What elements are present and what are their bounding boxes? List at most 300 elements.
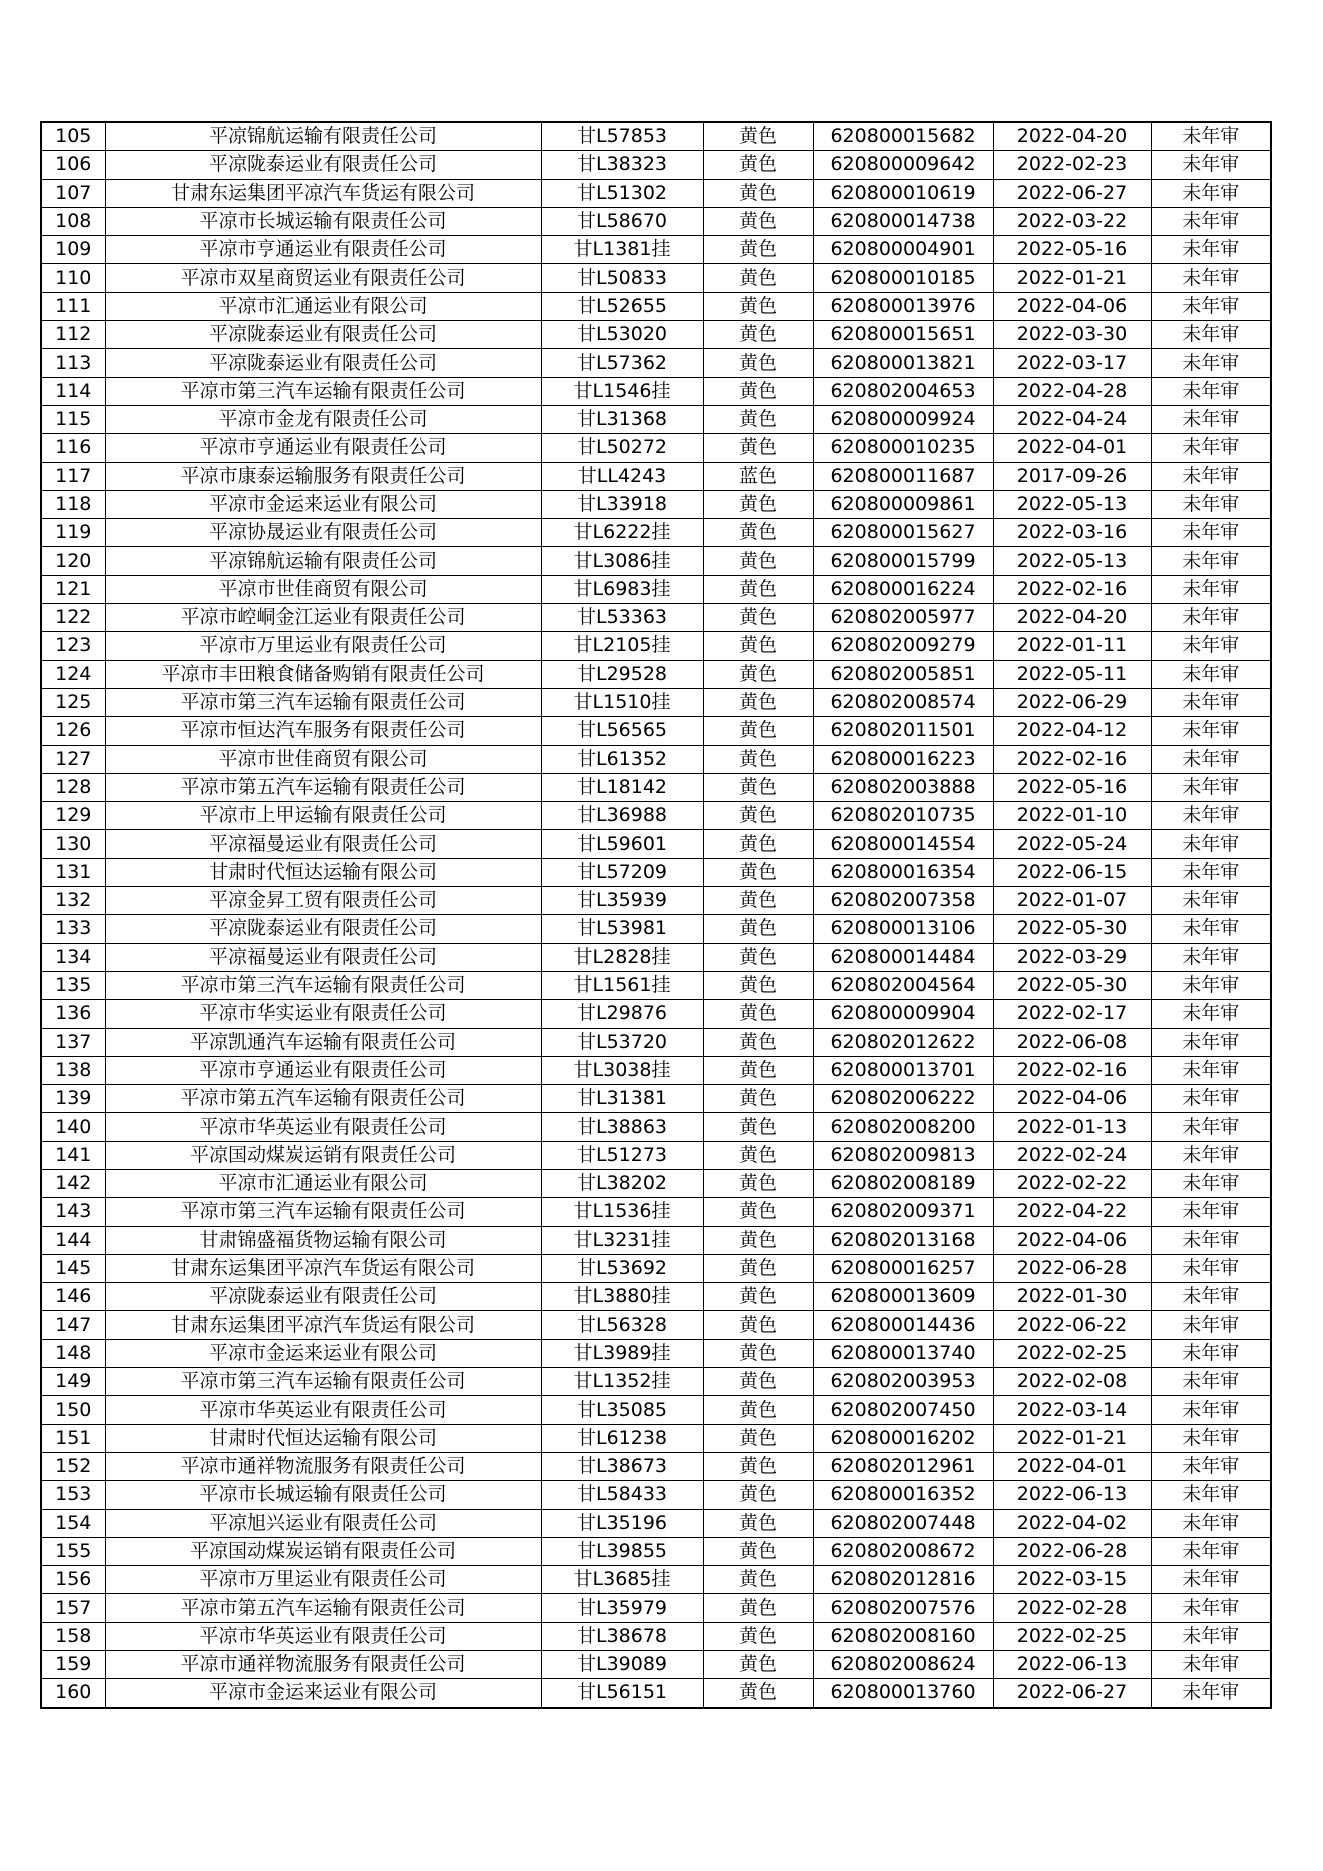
plate-color-cell: 黄色 [703, 1594, 813, 1622]
plate-color-cell: 黄色 [703, 1424, 813, 1452]
company-name-cell: 平凉市亨通运业有限责任公司 [105, 236, 541, 264]
permit-number-cell: 620802008624 [813, 1651, 993, 1679]
review-status-cell: 未年审 [1151, 1085, 1271, 1113]
expiry-date-cell: 2022-02-24 [993, 1141, 1151, 1169]
permit-number-cell: 620800011687 [813, 462, 993, 490]
review-status-cell: 未年审 [1151, 1566, 1271, 1594]
plate-color-cell: 黄色 [703, 1537, 813, 1565]
row-number-cell: 119 [41, 519, 105, 547]
vehicle-roster-table [40, 121, 1272, 1709]
plate-number-cell: 甘L33918 [541, 490, 703, 518]
plate-number-cell: 甘L6222挂 [541, 519, 703, 547]
plate-number-cell: 甘L39089 [541, 1651, 703, 1679]
permit-number-cell: 620802007450 [813, 1396, 993, 1424]
review-status-cell: 未年审 [1151, 1311, 1271, 1339]
plate-color-cell: 黄色 [703, 349, 813, 377]
company-name-cell: 甘肃时代恒达运输有限公司 [105, 858, 541, 886]
table-row [41, 745, 1271, 773]
table-row [41, 1368, 1271, 1396]
row-number-cell: 149 [41, 1368, 105, 1396]
plate-number-cell: 甘L1381挂 [541, 236, 703, 264]
row-number-cell: 121 [41, 575, 105, 603]
plate-color-cell: 黄色 [703, 1141, 813, 1169]
table-row [41, 547, 1271, 575]
plate-color-cell: 黄色 [703, 915, 813, 943]
permit-number-cell: 620802008200 [813, 1113, 993, 1141]
plate-number-cell: 甘L61352 [541, 745, 703, 773]
plate-number-cell: 甘L38673 [541, 1452, 703, 1480]
permit-number-cell: 620802012961 [813, 1452, 993, 1480]
table-row [41, 1594, 1271, 1622]
row-number-cell: 147 [41, 1311, 105, 1339]
review-status-cell: 未年审 [1151, 1028, 1271, 1056]
table-row [41, 1254, 1271, 1282]
company-name-cell: 平凉市康泰运输服务有限责任公司 [105, 462, 541, 490]
plate-number-cell: 甘L51273 [541, 1141, 703, 1169]
plate-number-cell: 甘L59601 [541, 830, 703, 858]
table-row [41, 1226, 1271, 1254]
company-name-cell: 甘肃东运集团平凉汽车货运有限公司 [105, 1254, 541, 1282]
expiry-date-cell: 2022-05-30 [993, 915, 1151, 943]
permit-number-cell: 620800013701 [813, 1056, 993, 1084]
row-number-cell: 159 [41, 1651, 105, 1679]
plate-number-cell: 甘L56328 [541, 1311, 703, 1339]
table-row [41, 207, 1271, 235]
expiry-date-cell: 2022-06-08 [993, 1028, 1151, 1056]
table-row [41, 1283, 1271, 1311]
table-row [41, 1113, 1271, 1141]
expiry-date-cell: 2022-02-16 [993, 745, 1151, 773]
permit-number-cell: 620800009904 [813, 1000, 993, 1028]
plate-color-cell: 黄色 [703, 971, 813, 999]
row-number-cell: 143 [41, 1198, 105, 1226]
review-status-cell: 未年审 [1151, 971, 1271, 999]
permit-number-cell: 620800010619 [813, 179, 993, 207]
company-name-cell: 平凉市长城运输有限责任公司 [105, 207, 541, 235]
row-number-cell: 156 [41, 1566, 105, 1594]
plate-color-cell: 黄色 [703, 1028, 813, 1056]
company-name-cell: 甘肃时代恒达运输有限公司 [105, 1424, 541, 1452]
expiry-date-cell: 2022-03-14 [993, 1396, 1151, 1424]
expiry-date-cell: 2022-05-16 [993, 236, 1151, 264]
plate-number-cell: 甘L2105挂 [541, 632, 703, 660]
company-name-cell: 平凉市金龙有限责任公司 [105, 405, 541, 433]
plate-color-cell: 黄色 [703, 1000, 813, 1028]
plate-color-cell: 黄色 [703, 1622, 813, 1650]
expiry-date-cell: 2022-02-08 [993, 1368, 1151, 1396]
plate-number-cell: 甘L3880挂 [541, 1283, 703, 1311]
row-number-cell: 131 [41, 858, 105, 886]
plate-number-cell: 甘L31368 [541, 405, 703, 433]
expiry-date-cell: 2022-01-10 [993, 802, 1151, 830]
plate-color-cell: 黄色 [703, 321, 813, 349]
review-status-cell: 未年审 [1151, 236, 1271, 264]
company-name-cell: 平凉市第三汽车运输有限责任公司 [105, 688, 541, 716]
company-name-cell: 平凉福曼运业有限责任公司 [105, 943, 541, 971]
plate-color-cell: 黄色 [703, 434, 813, 462]
expiry-date-cell: 2022-01-21 [993, 264, 1151, 292]
company-name-cell: 平凉陇泰运业有限责任公司 [105, 349, 541, 377]
plate-number-cell: 甘L38863 [541, 1113, 703, 1141]
review-status-cell: 未年审 [1151, 122, 1271, 151]
permit-number-cell: 620800014738 [813, 207, 993, 235]
company-name-cell: 甘肃东运集团平凉汽车货运有限公司 [105, 1311, 541, 1339]
table-row [41, 1056, 1271, 1084]
permit-number-cell: 620802008574 [813, 688, 993, 716]
expiry-date-cell: 2022-04-06 [993, 292, 1151, 320]
review-status-cell: 未年审 [1151, 943, 1271, 971]
table-row [41, 971, 1271, 999]
table-row [41, 122, 1271, 151]
review-status-cell: 未年审 [1151, 264, 1271, 292]
permit-number-cell: 620800010235 [813, 434, 993, 462]
table-row [41, 1509, 1271, 1537]
plate-number-cell: 甘L52655 [541, 292, 703, 320]
table-row [41, 292, 1271, 320]
plate-number-cell: 甘L57209 [541, 858, 703, 886]
plate-number-cell: 甘L6983挂 [541, 575, 703, 603]
expiry-date-cell: 2017-09-26 [993, 462, 1151, 490]
review-status-cell: 未年审 [1151, 717, 1271, 745]
review-status-cell: 未年审 [1151, 632, 1271, 660]
table-row [41, 604, 1271, 632]
permit-number-cell: 620802005851 [813, 660, 993, 688]
plate-number-cell: 甘L53363 [541, 604, 703, 632]
plate-number-cell: 甘L1510挂 [541, 688, 703, 716]
permit-number-cell: 620802006222 [813, 1085, 993, 1113]
table-row [41, 830, 1271, 858]
table-row [41, 915, 1271, 943]
row-number-cell: 111 [41, 292, 105, 320]
row-number-cell: 120 [41, 547, 105, 575]
roster-body [41, 122, 1271, 1708]
plate-number-cell: 甘L3685挂 [541, 1566, 703, 1594]
review-status-cell: 未年审 [1151, 1424, 1271, 1452]
plate-color-cell: 黄色 [703, 887, 813, 915]
plate-color-cell: 黄色 [703, 547, 813, 575]
permit-number-cell: 620800016352 [813, 1481, 993, 1509]
table-row [41, 1452, 1271, 1480]
plate-color-cell: 黄色 [703, 490, 813, 518]
table-row [41, 377, 1271, 405]
plate-color-cell: 蓝色 [703, 462, 813, 490]
review-status-cell: 未年审 [1151, 1000, 1271, 1028]
review-status-cell: 未年审 [1151, 490, 1271, 518]
plate-number-cell: 甘L38678 [541, 1622, 703, 1650]
expiry-date-cell: 2022-03-16 [993, 519, 1151, 547]
review-status-cell: 未年审 [1151, 745, 1271, 773]
row-number-cell: 110 [41, 264, 105, 292]
plate-color-cell: 黄色 [703, 264, 813, 292]
expiry-date-cell: 2022-01-07 [993, 887, 1151, 915]
row-number-cell: 118 [41, 490, 105, 518]
expiry-date-cell: 2022-02-16 [993, 575, 1151, 603]
table-row [41, 1141, 1271, 1169]
review-status-cell: 未年审 [1151, 349, 1271, 377]
company-name-cell: 平凉锦航运输有限责任公司 [105, 547, 541, 575]
permit-number-cell: 620802010735 [813, 802, 993, 830]
plate-number-cell: 甘LL4243 [541, 462, 703, 490]
expiry-date-cell: 2022-04-20 [993, 122, 1151, 151]
expiry-date-cell: 2022-04-01 [993, 434, 1151, 462]
plate-number-cell: 甘L50272 [541, 434, 703, 462]
permit-number-cell: 620800015627 [813, 519, 993, 547]
table-row [41, 151, 1271, 179]
company-name-cell: 平凉市万里运业有限责任公司 [105, 632, 541, 660]
table-row [41, 1028, 1271, 1056]
plate-color-cell: 黄色 [703, 688, 813, 716]
row-number-cell: 150 [41, 1396, 105, 1424]
company-name-cell: 平凉市崆峒金江运业有限责任公司 [105, 604, 541, 632]
permit-number-cell: 620802005977 [813, 604, 993, 632]
review-status-cell: 未年审 [1151, 887, 1271, 915]
review-status-cell: 未年审 [1151, 1594, 1271, 1622]
company-name-cell: 平凉陇泰运业有限责任公司 [105, 915, 541, 943]
row-number-cell: 140 [41, 1113, 105, 1141]
permit-number-cell: 620800014554 [813, 830, 993, 858]
plate-number-cell: 甘L39855 [541, 1537, 703, 1565]
expiry-date-cell: 2022-03-29 [993, 943, 1151, 971]
company-name-cell: 平凉市丰田粮食储备购销有限责任公司 [105, 660, 541, 688]
table-row [41, 688, 1271, 716]
review-status-cell: 未年审 [1151, 1651, 1271, 1679]
review-status-cell: 未年审 [1151, 1056, 1271, 1084]
permit-number-cell: 620800016202 [813, 1424, 993, 1452]
table-row [41, 1396, 1271, 1424]
permit-number-cell: 620800004901 [813, 236, 993, 264]
review-status-cell: 未年审 [1151, 519, 1271, 547]
plate-number-cell: 甘L35939 [541, 887, 703, 915]
company-name-cell: 平凉市华英运业有限责任公司 [105, 1622, 541, 1650]
permit-number-cell: 620800014484 [813, 943, 993, 971]
permit-number-cell: 620802009813 [813, 1141, 993, 1169]
table-row [41, 1424, 1271, 1452]
plate-color-cell: 黄色 [703, 1452, 813, 1480]
table-row [41, 519, 1271, 547]
row-number-cell: 138 [41, 1056, 105, 1084]
plate-color-cell: 黄色 [703, 1283, 813, 1311]
company-name-cell: 平凉市第三汽车运输有限责任公司 [105, 377, 541, 405]
review-status-cell: 未年审 [1151, 830, 1271, 858]
plate-color-cell: 黄色 [703, 1481, 813, 1509]
review-status-cell: 未年审 [1151, 802, 1271, 830]
permit-number-cell: 620800009924 [813, 405, 993, 433]
plate-color-cell: 黄色 [703, 1113, 813, 1141]
plate-color-cell: 黄色 [703, 575, 813, 603]
row-number-cell: 116 [41, 434, 105, 462]
row-number-cell: 152 [41, 1452, 105, 1480]
permit-number-cell: 620800016354 [813, 858, 993, 886]
table-row [41, 1622, 1271, 1650]
plate-color-cell: 黄色 [703, 292, 813, 320]
company-name-cell: 平凉福曼运业有限责任公司 [105, 830, 541, 858]
permit-number-cell: 620802009371 [813, 1198, 993, 1226]
permit-number-cell: 620802007576 [813, 1594, 993, 1622]
review-status-cell: 未年审 [1151, 1283, 1271, 1311]
expiry-date-cell: 2022-04-06 [993, 1226, 1151, 1254]
plate-number-cell: 甘L38323 [541, 151, 703, 179]
row-number-cell: 141 [41, 1141, 105, 1169]
table-row [41, 1481, 1271, 1509]
expiry-date-cell: 2022-05-11 [993, 660, 1151, 688]
row-number-cell: 106 [41, 151, 105, 179]
plate-number-cell: 甘L50833 [541, 264, 703, 292]
permit-number-cell: 620802007358 [813, 887, 993, 915]
permit-number-cell: 620802008672 [813, 1537, 993, 1565]
row-number-cell: 146 [41, 1283, 105, 1311]
expiry-date-cell: 2022-05-30 [993, 971, 1151, 999]
permit-number-cell: 620800013760 [813, 1679, 993, 1708]
row-number-cell: 136 [41, 1000, 105, 1028]
expiry-date-cell: 2022-04-01 [993, 1452, 1151, 1480]
row-number-cell: 132 [41, 887, 105, 915]
plate-color-cell: 黄色 [703, 1198, 813, 1226]
permit-number-cell: 620800016257 [813, 1254, 993, 1282]
expiry-date-cell: 2022-06-29 [993, 688, 1151, 716]
plate-color-cell: 黄色 [703, 151, 813, 179]
plate-number-cell: 甘L1561挂 [541, 971, 703, 999]
review-status-cell: 未年审 [1151, 858, 1271, 886]
plate-color-cell: 黄色 [703, 1169, 813, 1197]
review-status-cell: 未年审 [1151, 434, 1271, 462]
review-status-cell: 未年审 [1151, 1169, 1271, 1197]
expiry-date-cell: 2022-04-20 [993, 604, 1151, 632]
review-status-cell: 未年审 [1151, 575, 1271, 603]
company-name-cell: 平凉市第五汽车运输有限责任公司 [105, 1594, 541, 1622]
row-number-cell: 135 [41, 971, 105, 999]
row-number-cell: 153 [41, 1481, 105, 1509]
company-name-cell: 平凉市第三汽车运输有限责任公司 [105, 971, 541, 999]
plate-number-cell: 甘L2828挂 [541, 943, 703, 971]
expiry-date-cell: 2022-05-24 [993, 830, 1151, 858]
table-row [41, 773, 1271, 801]
table-row [41, 434, 1271, 462]
table-row [41, 236, 1271, 264]
expiry-date-cell: 2022-06-22 [993, 1311, 1151, 1339]
company-name-cell: 平凉市华英运业有限责任公司 [105, 1396, 541, 1424]
row-number-cell: 151 [41, 1424, 105, 1452]
plate-number-cell: 甘L35085 [541, 1396, 703, 1424]
review-status-cell: 未年审 [1151, 1113, 1271, 1141]
expiry-date-cell: 2022-06-13 [993, 1481, 1151, 1509]
permit-number-cell: 620800016223 [813, 745, 993, 773]
expiry-date-cell: 2022-06-27 [993, 179, 1151, 207]
company-name-cell: 平凉协晟运业有限责任公司 [105, 519, 541, 547]
company-name-cell: 平凉市第五汽车运输有限责任公司 [105, 773, 541, 801]
row-number-cell: 107 [41, 179, 105, 207]
plate-number-cell: 甘L53981 [541, 915, 703, 943]
company-name-cell: 平凉金昇工贸有限责任公司 [105, 887, 541, 915]
plate-number-cell: 甘L3086挂 [541, 547, 703, 575]
review-status-cell: 未年审 [1151, 1537, 1271, 1565]
plate-number-cell: 甘L56151 [541, 1679, 703, 1708]
table-row [41, 264, 1271, 292]
company-name-cell: 平凉市世佳商贸有限公司 [105, 745, 541, 773]
row-number-cell: 117 [41, 462, 105, 490]
plate-number-cell: 甘L53692 [541, 1254, 703, 1282]
table-row [41, 1339, 1271, 1367]
company-name-cell: 平凉市世佳商贸有限公司 [105, 575, 541, 603]
expiry-date-cell: 2022-03-30 [993, 321, 1151, 349]
company-name-cell: 甘肃锦盛福货物运输有限公司 [105, 1226, 541, 1254]
plate-color-cell: 黄色 [703, 604, 813, 632]
plate-number-cell: 甘L57853 [541, 122, 703, 151]
row-number-cell: 114 [41, 377, 105, 405]
company-name-cell: 平凉市通祥物流服务有限责任公司 [105, 1651, 541, 1679]
review-status-cell: 未年审 [1151, 207, 1271, 235]
expiry-date-cell: 2022-03-17 [993, 349, 1151, 377]
review-status-cell: 未年审 [1151, 547, 1271, 575]
permit-number-cell: 620802004653 [813, 377, 993, 405]
company-name-cell: 平凉市金运来运业有限公司 [105, 1339, 541, 1367]
permit-number-cell: 620800013609 [813, 1283, 993, 1311]
table-row [41, 1311, 1271, 1339]
permit-number-cell: 620802003888 [813, 773, 993, 801]
permit-number-cell: 620800010185 [813, 264, 993, 292]
table-row [41, 943, 1271, 971]
company-name-cell: 平凉市亨通运业有限责任公司 [105, 1056, 541, 1084]
permit-number-cell: 620800013976 [813, 292, 993, 320]
company-name-cell: 平凉市汇通运业有限公司 [105, 292, 541, 320]
plate-color-cell: 黄色 [703, 773, 813, 801]
plate-color-cell: 黄色 [703, 830, 813, 858]
row-number-cell: 134 [41, 943, 105, 971]
review-status-cell: 未年审 [1151, 1198, 1271, 1226]
plate-color-cell: 黄色 [703, 1226, 813, 1254]
company-name-cell: 平凉陇泰运业有限责任公司 [105, 151, 541, 179]
permit-number-cell: 620800013106 [813, 915, 993, 943]
table-row [41, 887, 1271, 915]
permit-number-cell: 620800013740 [813, 1339, 993, 1367]
expiry-date-cell: 2022-05-13 [993, 490, 1151, 518]
review-status-cell: 未年审 [1151, 1339, 1271, 1367]
plate-number-cell: 甘L1536挂 [541, 1198, 703, 1226]
row-number-cell: 130 [41, 830, 105, 858]
permit-number-cell: 620802012622 [813, 1028, 993, 1056]
permit-number-cell: 620800015651 [813, 321, 993, 349]
row-number-cell: 115 [41, 405, 105, 433]
plate-color-cell: 黄色 [703, 1679, 813, 1708]
table-row [41, 802, 1271, 830]
permit-number-cell: 620802004564 [813, 971, 993, 999]
row-number-cell: 154 [41, 1509, 105, 1537]
plate-color-cell: 黄色 [703, 1056, 813, 1084]
review-status-cell: 未年审 [1151, 604, 1271, 632]
plate-number-cell: 甘L29876 [541, 1000, 703, 1028]
company-name-cell: 平凉陇泰运业有限责任公司 [105, 1283, 541, 1311]
company-name-cell: 平凉市亨通运业有限责任公司 [105, 434, 541, 462]
plate-number-cell: 甘L3038挂 [541, 1056, 703, 1084]
review-status-cell: 未年审 [1151, 1226, 1271, 1254]
plate-number-cell: 甘L3231挂 [541, 1226, 703, 1254]
permit-number-cell: 620802011501 [813, 717, 993, 745]
table-row [41, 858, 1271, 886]
table-row [41, 462, 1271, 490]
plate-color-cell: 黄色 [703, 1368, 813, 1396]
plate-color-cell: 黄色 [703, 1085, 813, 1113]
company-name-cell: 平凉市第三汽车运输有限责任公司 [105, 1198, 541, 1226]
row-number-cell: 124 [41, 660, 105, 688]
review-status-cell: 未年审 [1151, 1452, 1271, 1480]
expiry-date-cell: 2022-02-28 [993, 1594, 1151, 1622]
company-name-cell: 平凉市第三汽车运输有限责任公司 [105, 1368, 541, 1396]
row-number-cell: 129 [41, 802, 105, 830]
expiry-date-cell: 2022-06-28 [993, 1537, 1151, 1565]
expiry-date-cell: 2022-06-13 [993, 1651, 1151, 1679]
company-name-cell: 平凉国动煤炭运销有限责任公司 [105, 1141, 541, 1169]
table-row [41, 1000, 1271, 1028]
permit-number-cell: 620800014436 [813, 1311, 993, 1339]
